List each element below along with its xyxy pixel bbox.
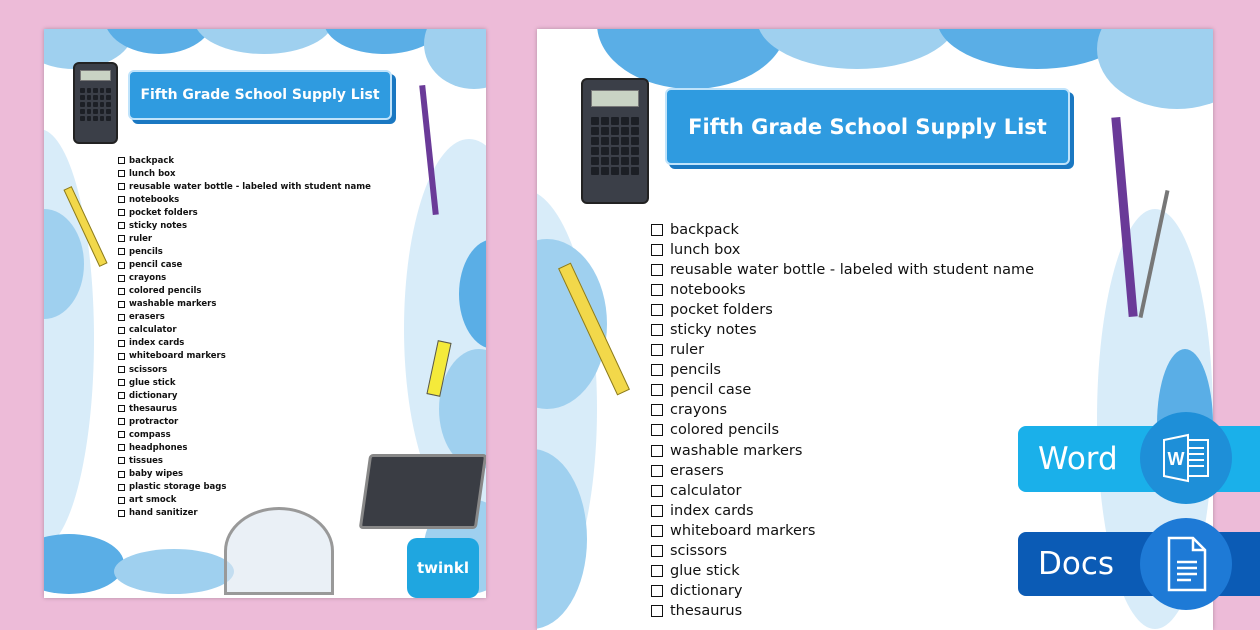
supply-item-label: dictionary bbox=[129, 390, 178, 401]
word-label: Word bbox=[1038, 441, 1118, 477]
supply-item-label: calculator bbox=[670, 482, 742, 499]
supply-item-label: glue stick bbox=[670, 562, 740, 579]
supply-item-label: lunch box bbox=[670, 242, 741, 259]
supply-item-label: notebooks bbox=[670, 282, 746, 299]
word-icon-letter: W bbox=[1167, 449, 1185, 469]
checkbox[interactable] bbox=[118, 379, 125, 386]
supply-list-item bbox=[118, 376, 371, 389]
supply-list-item bbox=[118, 272, 371, 285]
supply-item-label: thesaurus bbox=[670, 602, 743, 619]
checkbox[interactable] bbox=[118, 431, 125, 438]
twinkl-logo: twinkl bbox=[407, 538, 479, 598]
supply-item-label: scissors bbox=[670, 542, 728, 559]
supply-item-label: colored pencils bbox=[129, 286, 202, 297]
supply-list-item bbox=[118, 245, 371, 258]
checkbox[interactable] bbox=[118, 288, 125, 295]
supply-list-item bbox=[651, 220, 1034, 240]
supply-list-item bbox=[651, 481, 1034, 501]
checkbox[interactable] bbox=[651, 304, 663, 316]
supply-list-item bbox=[118, 389, 371, 402]
supply-item-label: compass bbox=[129, 429, 171, 440]
checkbox[interactable] bbox=[651, 525, 663, 537]
supply-list-item bbox=[118, 350, 371, 363]
checkbox[interactable] bbox=[651, 344, 663, 356]
supply-list bbox=[118, 154, 371, 520]
checkbox[interactable] bbox=[118, 248, 125, 255]
supply-list-item bbox=[651, 320, 1034, 340]
supply-item-label: pocket folders bbox=[129, 207, 198, 218]
checkbox[interactable] bbox=[651, 224, 663, 236]
supply-item-label: crayons bbox=[670, 402, 728, 419]
supply-item-label: washable markers bbox=[129, 299, 217, 310]
word-icon bbox=[1140, 412, 1232, 504]
supply-item-label: thesaurus bbox=[129, 403, 178, 414]
supply-list-item bbox=[118, 428, 371, 441]
checkbox[interactable] bbox=[118, 327, 125, 334]
supply-item-label: protractor bbox=[129, 416, 179, 427]
supply-list-item bbox=[651, 260, 1034, 280]
checkbox[interactable] bbox=[118, 392, 125, 399]
supply-list-item bbox=[118, 167, 371, 180]
checkbox[interactable] bbox=[118, 301, 125, 308]
document-preview-small bbox=[44, 29, 486, 598]
page-title: Fifth Grade School Supply List bbox=[665, 88, 1070, 165]
supply-item-label: index cards bbox=[670, 502, 754, 519]
supply-list-item bbox=[118, 454, 371, 467]
supply-list-item bbox=[651, 280, 1034, 300]
checkbox[interactable] bbox=[118, 405, 125, 412]
supply-item-label: washable markers bbox=[670, 442, 803, 459]
supply-item-label: index cards bbox=[129, 338, 185, 349]
checkbox[interactable] bbox=[651, 565, 663, 577]
checkbox[interactable] bbox=[118, 196, 125, 203]
cloud-decoration bbox=[424, 29, 486, 89]
supply-item-label: ruler bbox=[670, 342, 705, 359]
supply-list-item bbox=[651, 501, 1034, 521]
supply-item-label: calculator bbox=[129, 325, 177, 336]
supply-item-label: erasers bbox=[129, 312, 165, 323]
laptop-image bbox=[359, 454, 486, 529]
supply-item-label: erasers bbox=[670, 462, 724, 479]
supply-list-item bbox=[118, 494, 371, 507]
supply-item-label: pocket folders bbox=[670, 302, 773, 319]
checkbox[interactable] bbox=[651, 465, 663, 477]
supply-list-item bbox=[118, 311, 371, 324]
supply-item-label: art smock bbox=[129, 495, 177, 506]
calculator-image bbox=[73, 62, 118, 144]
supply-list-item bbox=[651, 561, 1034, 581]
supply-item-label: reusable water bottle - labeled with student name bbox=[670, 262, 1035, 279]
supply-list-item bbox=[118, 193, 371, 206]
supply-list-item bbox=[118, 441, 371, 454]
supply-item-label: backpack bbox=[670, 222, 739, 239]
supply-list-item bbox=[118, 219, 371, 232]
supply-list-item bbox=[118, 337, 371, 350]
supply-item-label: scissors bbox=[129, 364, 168, 375]
supply-item-label: notebooks bbox=[129, 194, 180, 205]
supply-list-item bbox=[651, 380, 1034, 400]
cloud-decoration bbox=[44, 534, 124, 594]
supply-list-item bbox=[651, 581, 1034, 601]
supply-list-item bbox=[118, 468, 371, 481]
supply-list-item bbox=[118, 180, 371, 193]
supply-item-label: ruler bbox=[129, 233, 153, 244]
checkbox[interactable] bbox=[651, 545, 663, 557]
checkbox[interactable] bbox=[118, 418, 125, 425]
supply-list-item bbox=[651, 300, 1034, 320]
supply-item-label: tissues bbox=[129, 455, 163, 466]
supply-list-item bbox=[651, 441, 1034, 461]
supply-list-item bbox=[651, 601, 1034, 621]
supply-list-item bbox=[118, 285, 371, 298]
checkbox[interactable] bbox=[651, 384, 663, 396]
docs-label: Docs bbox=[1038, 546, 1115, 582]
supply-item-label: pencil case bbox=[670, 382, 752, 399]
checkbox[interactable] bbox=[118, 183, 125, 190]
supply-list-item bbox=[118, 507, 371, 520]
supply-list-item bbox=[651, 360, 1034, 380]
supply-item-label: plastic storage bags bbox=[129, 482, 227, 493]
supply-list bbox=[651, 220, 1034, 621]
checkbox[interactable] bbox=[651, 445, 663, 457]
supply-list-item bbox=[651, 461, 1034, 481]
checkbox[interactable] bbox=[651, 485, 663, 497]
supply-list-item bbox=[651, 541, 1034, 561]
supply-list-item bbox=[118, 402, 371, 415]
checkbox[interactable] bbox=[651, 505, 663, 517]
checkbox[interactable] bbox=[651, 585, 663, 597]
calculator-image bbox=[581, 78, 649, 204]
supply-list-item bbox=[651, 420, 1034, 440]
cloud-decoration bbox=[194, 29, 334, 54]
checkbox[interactable] bbox=[118, 262, 125, 269]
supply-item-label: whiteboard markers bbox=[670, 522, 816, 539]
page-title: Fifth Grade School Supply List bbox=[128, 70, 392, 120]
supply-list-item bbox=[118, 324, 371, 337]
supply-item-label: colored pencils bbox=[670, 422, 780, 439]
cloud-decoration bbox=[114, 549, 234, 594]
supply-item-label: reusable water bottle - labeled with student name bbox=[129, 181, 371, 192]
checkbox[interactable] bbox=[118, 235, 125, 242]
cloud-decoration bbox=[757, 29, 957, 69]
checkbox[interactable] bbox=[651, 264, 663, 276]
checkbox[interactable] bbox=[118, 366, 125, 373]
checkbox[interactable] bbox=[118, 484, 125, 491]
checkbox[interactable] bbox=[118, 444, 125, 451]
checkbox[interactable] bbox=[651, 404, 663, 416]
checkbox[interactable] bbox=[651, 364, 663, 376]
supply-list-item bbox=[118, 298, 371, 311]
supply-list-item bbox=[118, 481, 371, 494]
cloud-decoration bbox=[1097, 29, 1213, 109]
supply-item-label: lunch box bbox=[129, 168, 176, 179]
google-docs-icon bbox=[1140, 518, 1232, 610]
checkbox[interactable] bbox=[118, 471, 125, 478]
checkbox[interactable] bbox=[651, 605, 663, 617]
supply-list-item bbox=[118, 363, 371, 376]
supply-item-label: glue stick bbox=[129, 377, 176, 388]
supply-list-item bbox=[651, 521, 1034, 541]
supply-item-label: headphones bbox=[129, 442, 188, 453]
supply-item-label: pencils bbox=[670, 362, 721, 379]
supply-item-label: pencil case bbox=[129, 260, 183, 271]
supply-list-item bbox=[118, 206, 371, 219]
supply-item-label: sticky notes bbox=[129, 220, 188, 231]
checkbox[interactable] bbox=[118, 340, 125, 347]
supply-list-item bbox=[651, 340, 1034, 360]
checkbox[interactable] bbox=[118, 209, 125, 216]
docs-download-button[interactable] bbox=[1018, 532, 1260, 596]
checkbox[interactable] bbox=[118, 314, 125, 321]
checkbox[interactable] bbox=[118, 510, 125, 517]
word-download-button[interactable] bbox=[1018, 426, 1260, 492]
checkbox[interactable] bbox=[651, 324, 663, 336]
stationery-image bbox=[224, 507, 334, 595]
supply-list-item bbox=[118, 232, 371, 245]
checkbox[interactable] bbox=[651, 244, 663, 256]
checkbox[interactable] bbox=[118, 353, 125, 360]
checkbox[interactable] bbox=[118, 157, 125, 164]
supply-item-label: backpack bbox=[129, 155, 175, 166]
supply-list-item bbox=[651, 400, 1034, 420]
supply-list-item bbox=[651, 240, 1034, 260]
supply-item-label: baby wipes bbox=[129, 469, 184, 480]
checkbox[interactable] bbox=[651, 424, 663, 436]
checkbox[interactable] bbox=[118, 457, 125, 464]
supply-item-label: whiteboard markers bbox=[129, 351, 226, 362]
checkbox[interactable] bbox=[651, 284, 663, 296]
supply-list-item bbox=[118, 259, 371, 272]
supply-item-label: hand sanitizer bbox=[129, 508, 198, 519]
supply-item-label: crayons bbox=[129, 273, 167, 284]
checkbox[interactable] bbox=[118, 497, 125, 504]
checkbox[interactable] bbox=[118, 170, 125, 177]
checkbox[interactable] bbox=[118, 222, 125, 229]
supply-list-item bbox=[118, 415, 371, 428]
supply-item-label: dictionary bbox=[670, 582, 743, 599]
supply-item-label: sticky notes bbox=[670, 322, 757, 339]
supply-item-label: pencils bbox=[129, 246, 163, 257]
checkbox[interactable] bbox=[118, 275, 125, 282]
supply-list-item bbox=[118, 154, 371, 167]
